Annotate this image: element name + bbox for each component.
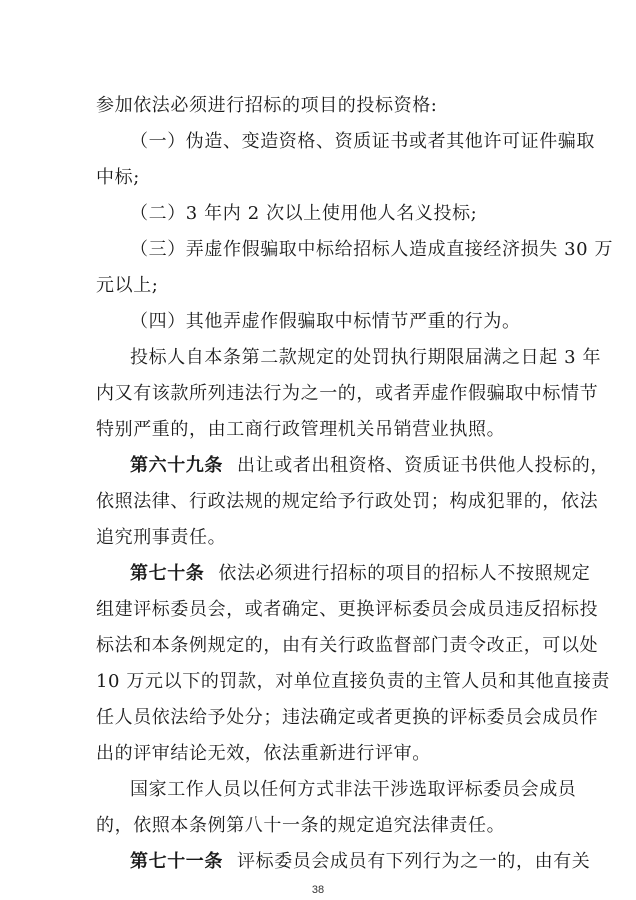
text-line: 组建评标委员会，或者确定、更换评标委员会成员违反招标投	[96, 599, 599, 620]
text-line: 国家工作人员以任何方式非法干涉选取评标委员会成员	[130, 779, 577, 800]
text-line: 任人员依法给予处分；违法确定或者更换的评标委员会成员作	[96, 707, 599, 728]
text-line: 追究刑事责任。	[96, 527, 227, 548]
article-71-line	[130, 850, 590, 874]
text-line: 10 万元以下的罚款，对单位直接负责的主管人员和其他直接责	[96, 671, 611, 692]
article-69-heading: 第六十九条	[130, 455, 223, 476]
text-line: 出的评审结论无效，依法重新进行评审。	[96, 743, 431, 764]
text-line: 参加依法必须进行招标的项目的投标资格:	[96, 95, 438, 116]
article-71-heading: 第七十一条	[130, 851, 223, 872]
text-segment: 出让或者出租资格、资质证书供他人投标的，	[237, 455, 609, 476]
text-line: （二）3 年内 2 次以上使用他人名义投标;	[130, 203, 478, 224]
text-line: 内又有该款所列违法行为之一的，或者弄虚作假骗取中标情节	[96, 383, 599, 404]
text-line: （四）其他弄虚作假骗取中标情节严重的行为。	[130, 311, 521, 332]
text-line: 元以上;	[96, 275, 159, 296]
text-line: 标法和本条例规定的，由有关行政监督部门责令改正，可以处	[96, 635, 599, 656]
text-line: 中标;	[96, 167, 140, 188]
text-line: 依照法律、行政法规的规定给予行政处罚；构成犯罪的，依法	[96, 491, 599, 512]
article-69-line	[130, 454, 609, 478]
text-line: （一）伪造、变造资格、资质证书或者其他许可证件骗取	[130, 131, 595, 152]
text-line: 投标人自本条第二款规定的处罚执行期限届满之日起 3 年	[130, 347, 602, 368]
article-70-heading: 第七十条	[130, 563, 205, 584]
text-line: 特别严重的，由工商行政管理机关吊销营业执照。	[96, 419, 506, 440]
article-70-line	[130, 562, 590, 586]
text-segment: 依法必须进行招标的项目的招标人不按照规定	[218, 563, 591, 584]
text-line: （三）弄虚作假骗取中标给招标人造成直接经济损失 30 万	[130, 239, 614, 260]
text-segment: 评标委员会成员有下列行为之一的，由有关	[237, 851, 591, 872]
text-line: 的，依照本条例第八十一条的规定追究法律责任。	[96, 815, 506, 836]
page-number: 38	[311, 884, 325, 896]
